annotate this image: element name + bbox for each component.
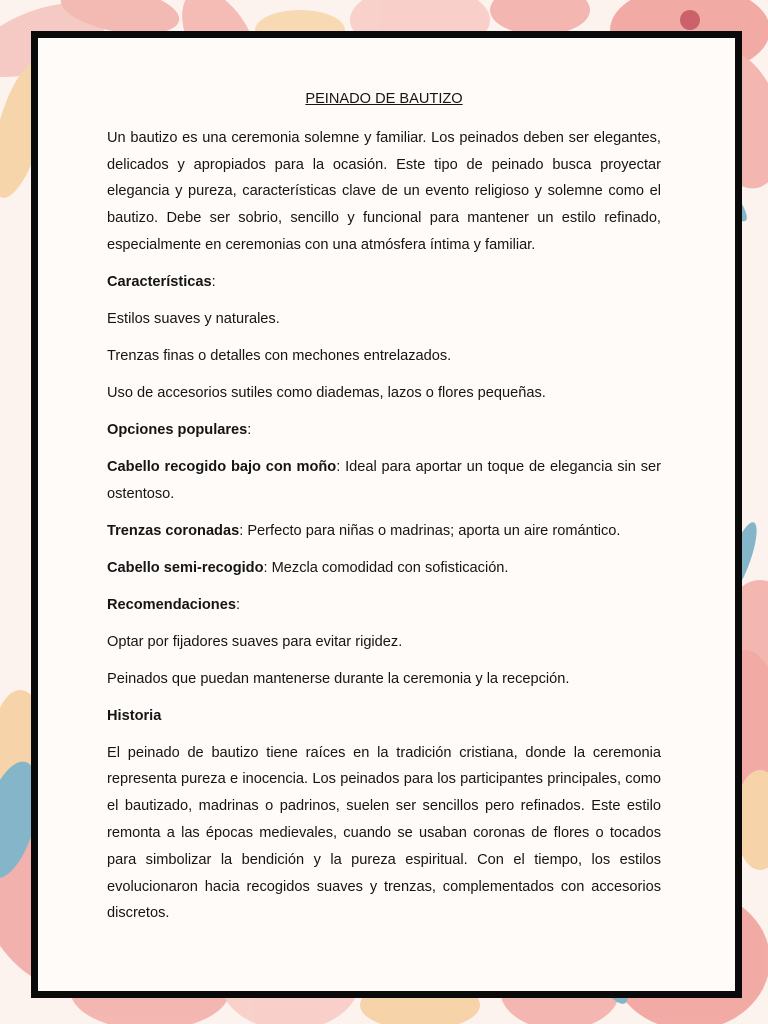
recommendation-item: Peinados que puedan mantenerse durante la ceremonia y la recepción. — [107, 670, 570, 687]
options-heading — [107, 417, 661, 444]
recommendations-heading — [107, 592, 661, 619]
recommendations-heading-label: Recomendaciones — [107, 596, 236, 613]
characteristics-heading-label: Características — [107, 273, 212, 290]
options-heading-label: Opciones populares — [107, 421, 248, 438]
characteristics-heading — [107, 269, 661, 296]
history-paragraph: El peinado de bautizo tiene raíces en la tradición cristiana, donde la ceremonia representa pureza e inocencia. Los peinados para los participantes principales, como el bautizado, madrinas o padrinos, suelen ser sencillos pero refinados. Este estilo remonta a las épocas medievales, cuando se usaban coronas de flores o tocados para simbolizar la bendición y la pureza espiritual. Con el tiempo, los estilos evolucionaron hacia recogidos suaves y trenzas, complementados con accesorios discretos. — [107, 744, 661, 922]
document-body — [107, 86, 661, 937]
option-item — [107, 555, 661, 582]
history-heading-label: Historia — [107, 707, 162, 724]
characteristic-item: Trenzas finas o detalles con mechones entrelazados. — [107, 347, 452, 364]
option-text: : Ideal para aportar un toque de elegancia sin ser ostentoso. — [107, 458, 661, 502]
intro-paragraph: Un bautizo es una ceremonia solemne y familiar. Los peinados deben ser elegantes, delicados y apropiados para la ocasión. Este tipo de peinado busca proyectar elegancia y pureza, características clave de un evento religioso y solemne como el bautizo. Debe ser sobrio, sencillo y funcional para mantener un estilo refinado, especialmente en ceremonias con una atmósfera íntima y familiar. — [107, 129, 661, 253]
option-name: Trenzas coronadas — [107, 522, 240, 539]
heading-colon: : — [247, 421, 252, 438]
heading-colon: : — [235, 596, 241, 613]
history-heading — [107, 703, 661, 730]
document-title: PEINADO DE BAUTIZO — [305, 91, 463, 107]
option-text: : Perfecto para niñas o madrinas; aporta un aire romántico. — [239, 522, 621, 539]
option-text: : Mezcla comodidad con sofisticación. — [263, 559, 509, 576]
option-item — [107, 518, 661, 545]
characteristic-item: Estilos suaves y naturales. — [107, 310, 280, 327]
option-name: Cabello semi-recogido — [107, 559, 264, 576]
option-item — [107, 454, 661, 508]
characteristic-item: Uso de accesorios sutiles como diademas, lazos o flores pequeñas. — [107, 384, 546, 401]
option-name: Cabello recogido bajo con moño — [107, 458, 337, 475]
recommendation-item: Optar por fijadores suaves para evitar rigidez. — [107, 633, 403, 650]
heading-colon: : — [211, 273, 216, 290]
